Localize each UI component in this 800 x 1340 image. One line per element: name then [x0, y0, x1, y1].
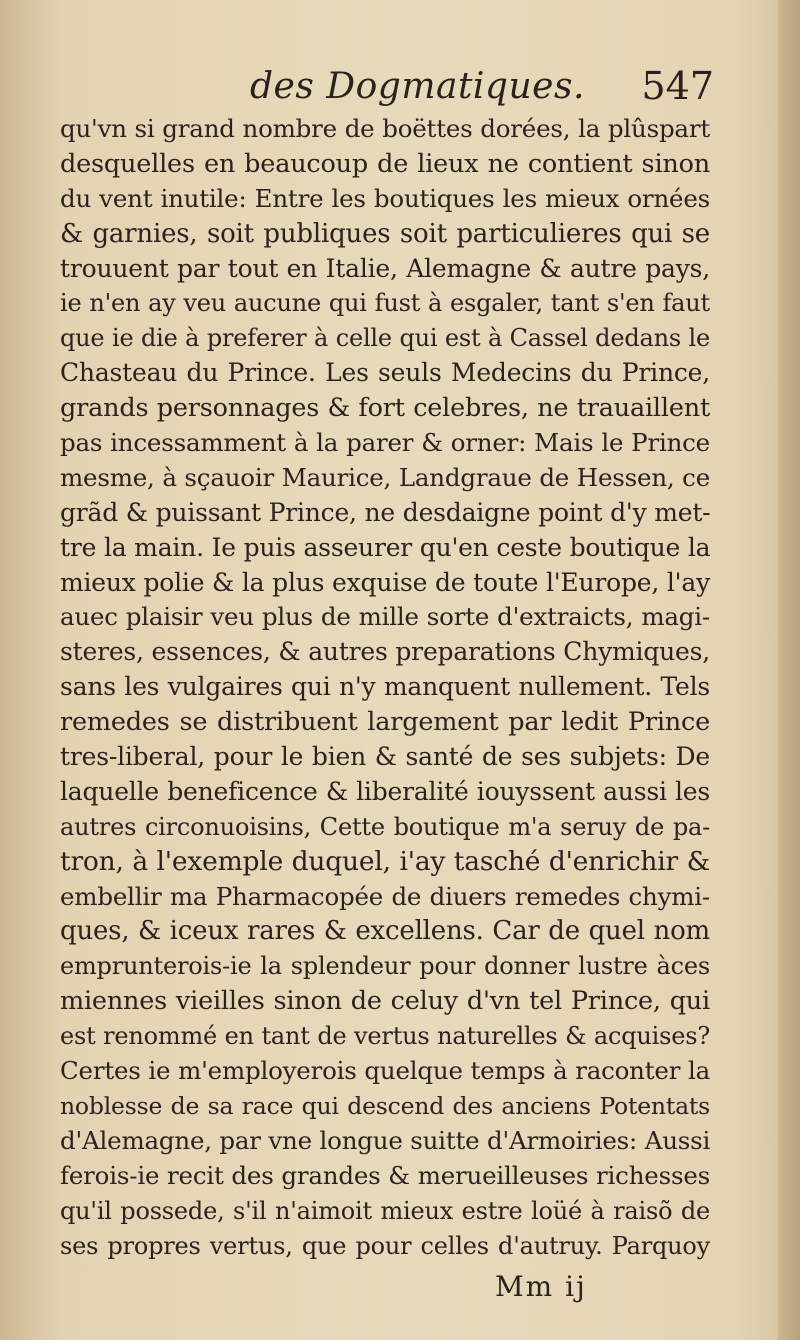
text-line: desquelles en beaucoup de lieux ne contient sinon: [60, 148, 710, 179]
text-line: emprunterois-ie la splendeur pour donner lustre àces: [60, 952, 710, 981]
page-number: 547: [641, 64, 714, 108]
page-edge: [778, 0, 800, 1340]
text-line: grands personnages & fort celebres, ne trauaillent: [60, 393, 710, 424]
text-line: sans les vulgaires qui n'y manquent nullement. Tels: [60, 672, 710, 702]
text-line: ses propres vertus, que pour celles d'autruy. Parquoy: [60, 1231, 710, 1260]
body-text: [60, 112, 710, 1263]
text-line: qu'il possede, s'il n'aimoit mieux estre loüé à raisõ de: [60, 1196, 710, 1225]
text-line: Certes ie m'employerois quelque temps à raconter la: [60, 1056, 710, 1086]
text-line: ques, & iceux rares & excellens. Car de quel nom: [60, 916, 710, 947]
text-line: qu'vn si grand nombre de boëttes dorées, la plûspart: [60, 114, 710, 143]
text-line: Chasteau du Prince. Les seuls Medecins du Prince,: [60, 358, 710, 388]
text-line: que ie die à preferer à celle qui est à Cassel dedans le: [60, 324, 710, 353]
text-line: laquelle beneficence & liberalité iouyssent aussi les: [60, 776, 710, 806]
text-line: auec plaisir veu plus de mille sorte d'extraicts, magi-: [60, 602, 710, 632]
text-line: grãd & puissant Prince, ne desdaigne point d'y met-: [60, 497, 711, 527]
text-line: tres-liberal, pour le bien & santé de ses subjets: De: [60, 742, 710, 772]
text-line: remedes se distribuent largement par ledit Prince: [60, 707, 710, 738]
running-title: des Dogmatiques.: [250, 66, 585, 107]
text-line: ie n'en ay veu aucune qui fust à esgaler, tant s'en faut: [60, 289, 710, 318]
text-line: est renommé en tant de vertus naturelles & acquises?: [60, 1022, 710, 1051]
text-line: steres, essences, & autres preparations Chymiques,: [60, 637, 710, 667]
text-line: autres circonuoisins, Cette boutique m'a seruy de pa-: [60, 812, 710, 841]
text-line: noblesse de sa race qui descend des anciens Potentats: [60, 1091, 710, 1120]
text-line: tre la main. Ie puis asseurer qu'en ceste boutique la: [60, 532, 711, 562]
text-line: trouuent par tout en Italie, Alemagne & autre pays,: [60, 253, 710, 283]
text-line: mesme, à sçauoir Maurice, Landgraue de Hessen, ce: [60, 462, 710, 492]
text-line: du vent inutile: Entre les boutiques les mieux ornées: [60, 183, 710, 213]
text-line: pas incessamment à la parer & orner: Mais le Prince: [60, 428, 710, 458]
signature-mark: Mm ij: [495, 1270, 587, 1303]
page-header: [60, 62, 720, 114]
text-line: miennes vieilles sinon de celuy d'vn tel Prince, qui: [60, 986, 710, 1017]
text-line: tron, à l'exemple duquel, i'ay tasché d'enrichir &: [60, 845, 710, 877]
text-line: & garnies, soit publiques soit particulieres qui se: [60, 218, 710, 249]
text-line: d'Alemagne, par vne longue suitte d'Armoiries: Aussi: [60, 1125, 711, 1155]
text-line: ferois-ie recit des grandes & merueilleuses richesses: [60, 1160, 710, 1190]
text-line: embellir ma Pharmacopée de diuers remedes chymi-: [60, 881, 710, 911]
text-line: mieux polie & la plus exquise de toute l'Europe, l'ay: [60, 567, 710, 597]
